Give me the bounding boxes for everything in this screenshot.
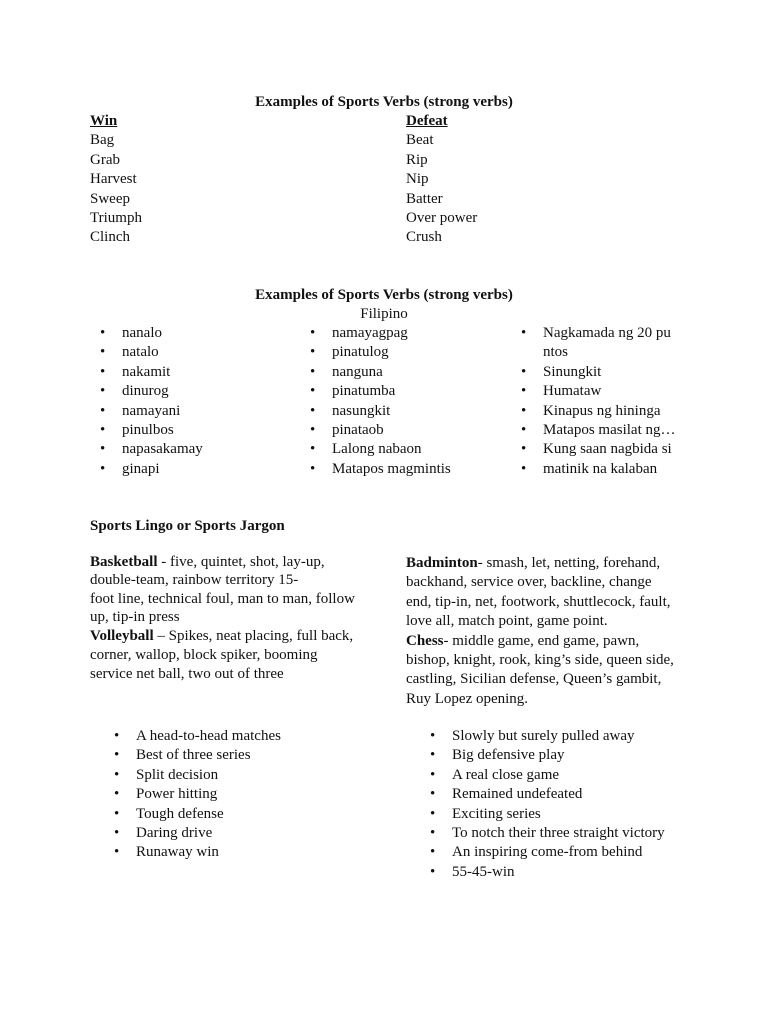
list-item: • Exciting series [452, 805, 665, 824]
list-item: • Humataw [543, 382, 675, 401]
list-item-line: ntos [543, 344, 569, 361]
defeat-word: Crush [406, 229, 442, 246]
section2-title: Examples of Sports Verbs (strong verbs) [255, 287, 513, 303]
list-item: • namayani [122, 402, 203, 421]
chess-text: - middle game, end game, pawn, [443, 632, 640, 649]
badminton-text: backhand, service over, backline, change [406, 574, 652, 591]
volleyball-text: corner, wallop, block spiker, booming [90, 647, 318, 664]
badminton-text: love all, match point, game point. [406, 613, 608, 630]
list-item: • Matapos masilat ng… [543, 421, 675, 440]
win-word: Triumph [90, 210, 142, 227]
list-item: • nakamit [122, 363, 203, 382]
defeat-word: Nip [406, 171, 429, 188]
badminton-text: end, tip-in, net, footwork, shuttlecock, fault, [406, 593, 671, 610]
win-word: Grab [90, 151, 120, 168]
list-item: • namayagpag [332, 324, 451, 343]
basketball-text: foot line, technical foul, man to man, follow [90, 590, 355, 607]
badminton-chess-block [406, 554, 706, 709]
section1-title: Examples of Sports Verbs (strong verbs) [255, 94, 513, 110]
chess-text: castling, Sicilian defense, Queen’s gambit, [406, 671, 662, 688]
list-item: • Matapos magmintis [332, 460, 451, 479]
win-header: Win [90, 113, 118, 129]
win-word: Sweep [90, 190, 130, 207]
basketball-label: Basketball [90, 554, 158, 570]
list-item: • matinik na kalaban [543, 460, 675, 479]
chess-label: Chess [406, 632, 444, 649]
section2-subtitle: Filipino [360, 306, 408, 322]
defeat-header: Defeat [406, 113, 448, 129]
list-item [543, 324, 675, 363]
volleyball-text: – Spikes, neat placing, full back, [153, 627, 354, 644]
win-word: Harvest [90, 171, 137, 188]
list-item-line: • Nagkamada ng 20 pu [543, 325, 671, 341]
list-item: • nanalo [122, 324, 203, 343]
win-word: Clinch [90, 229, 130, 246]
list-item: • dinurog [122, 382, 203, 401]
section3-title: Sports Lingo or Sports Jargon [90, 518, 285, 534]
list-item: • ginapi [122, 460, 203, 479]
filipino-list-1 [122, 324, 203, 479]
basketball-text: - five, quintet, shot, lay-up, [157, 554, 325, 570]
volleyball-text: service net ball, two out of three [90, 666, 284, 683]
chess-text: Ruy Lopez opening. [406, 690, 529, 707]
list-item: • A head-to-head matches [136, 727, 281, 746]
defeat-word: Over power [406, 210, 478, 227]
list-item: • Sinungkit [543, 363, 675, 382]
list-item: • pinatumba [332, 382, 451, 401]
defeat-word: Batter [406, 190, 443, 207]
list-item: • Power hitting [136, 785, 281, 804]
filipino-list-2 [332, 324, 451, 479]
basketball-text: up, tip-in press [90, 609, 180, 626]
phrase-list-right [452, 727, 665, 882]
list-item: • Runaway win [136, 843, 281, 862]
list-item: • Best of three series [136, 746, 281, 765]
filipino-list-3 [543, 324, 675, 479]
list-item: • pinataob [332, 421, 451, 440]
volleyball-label: Volleyball [90, 627, 154, 644]
list-item: • napasakamay [122, 440, 203, 459]
win-column [90, 112, 142, 248]
list-item: • natalo [122, 343, 203, 362]
list-item: • Split decision [136, 766, 281, 785]
list-item: • Big defensive play [452, 746, 665, 765]
list-item: • Remained undefeated [452, 785, 665, 804]
win-word: Bag [90, 132, 115, 149]
list-item: • Kung saan nagbida si [543, 440, 675, 459]
list-item: • Daring drive [136, 824, 281, 843]
defeat-word: Beat [406, 132, 434, 149]
badminton-label: Badminton [406, 555, 478, 571]
basketball-volleyball-block [90, 553, 380, 685]
list-item: • pinatulog [332, 343, 451, 362]
list-item: • A real close game [452, 766, 665, 785]
list-item: • Lalong nabaon [332, 440, 451, 459]
list-item: • To notch their three straight victory [452, 824, 665, 843]
list-item: • An inspiring come-from behind [452, 843, 665, 862]
list-item: • Kinapus ng hininga [543, 402, 675, 421]
list-item: • nanguna [332, 363, 451, 382]
chess-text: bishop, knight, rook, king’s side, queen side, [406, 652, 674, 669]
defeat-column [406, 112, 477, 248]
list-item: • nasungkit [332, 402, 451, 421]
list-item: • pinulbos [122, 421, 203, 440]
basketball-text: double-team, rainbow territory 15- [90, 572, 299, 589]
list-item: • 55-45-win [452, 863, 665, 882]
list-item: • Tough defense [136, 805, 281, 824]
list-item: • Slowly but surely pulled away [452, 727, 665, 746]
phrase-list-left [136, 727, 281, 863]
defeat-word: Rip [406, 151, 428, 168]
badminton-text: - smash, let, netting, forehand, [477, 555, 661, 571]
